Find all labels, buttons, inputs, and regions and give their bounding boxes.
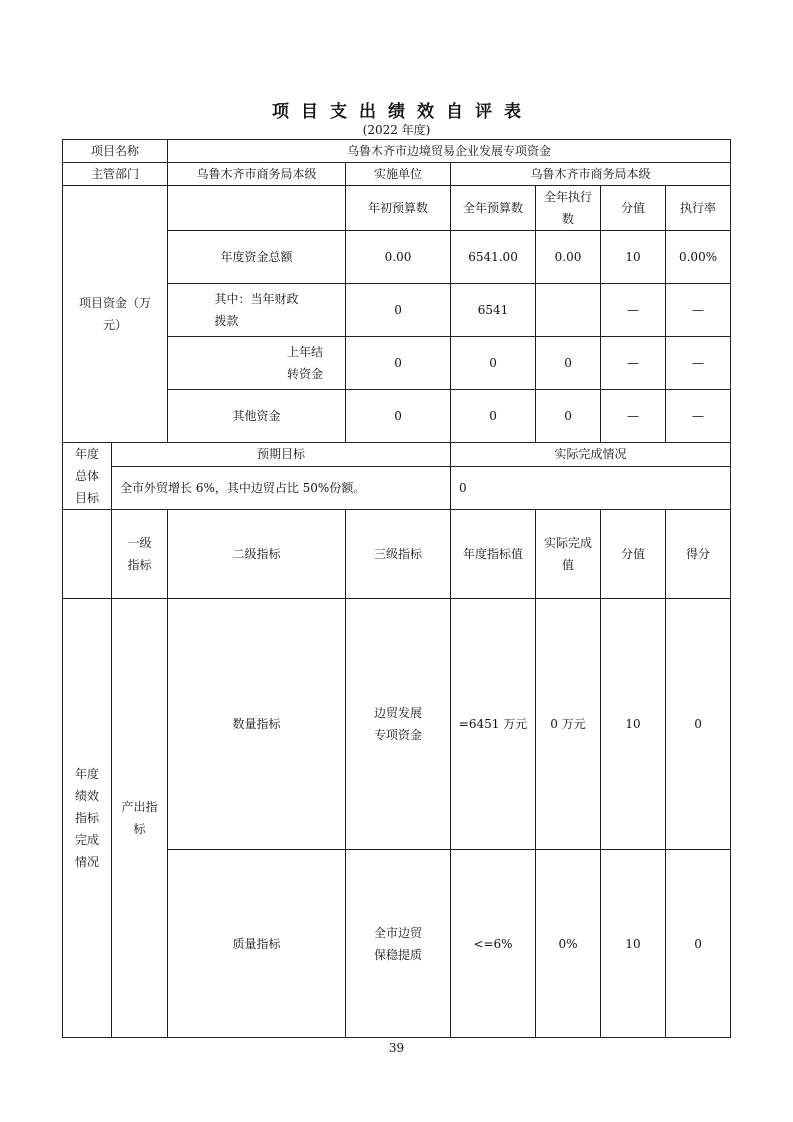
indicator-score-value: 10 xyxy=(601,599,666,850)
funds-cell: 0 xyxy=(536,390,601,443)
funds-cell: 0.00% xyxy=(666,231,731,284)
page-title xyxy=(0,97,793,122)
target-value: <=6% xyxy=(451,850,536,1038)
indicator-header: 年度指标值 xyxy=(451,510,536,599)
perf-label: 年度绩效指标完成情况 xyxy=(63,599,112,1038)
funds-cell: 0.00 xyxy=(346,231,451,284)
title-char: 项 xyxy=(272,102,289,122)
funds-cell xyxy=(536,284,601,337)
indicator-header: 得分 xyxy=(666,510,731,599)
year-note: (2022 年度) xyxy=(362,123,431,137)
funds-cell: 0 xyxy=(346,284,451,337)
funds-header: 分值 xyxy=(601,186,666,231)
funds-row-label: 上年结转资金 xyxy=(168,337,346,390)
project-name-value: 乌鲁木齐市边境贸易企业发展专项资金 xyxy=(168,140,731,163)
funds-cell: 0 xyxy=(346,390,451,443)
funds-cell: 0 xyxy=(536,337,601,390)
funds-row-label: 其他资金 xyxy=(168,390,346,443)
page-number: 39 xyxy=(388,1041,405,1055)
indicator-header: 一级指标 xyxy=(112,510,168,599)
funds-cell: 6541 xyxy=(451,284,536,337)
indicator-header: 分值 xyxy=(601,510,666,599)
level2-indicator: 数量指标 xyxy=(168,599,346,850)
funds-header: 全年预算数 xyxy=(451,186,536,231)
indicator-score-value: 10 xyxy=(601,850,666,1038)
funds-row-label: 其中：当年财政拨款 xyxy=(168,284,346,337)
title-char: 出 xyxy=(359,102,376,122)
title-char: 绩 xyxy=(388,102,405,122)
expected-goal-header: 预期目标 xyxy=(112,443,451,467)
impl-value: 乌鲁木齐市商务局本级 xyxy=(451,163,731,186)
title-char: 表 xyxy=(504,102,521,122)
target-value: =6451 万元 xyxy=(451,599,536,850)
title-char: 目 xyxy=(301,102,318,122)
level2-indicator: 质量指标 xyxy=(168,850,346,1038)
funds-header: 全年执行数 xyxy=(536,186,601,231)
project-name-label: 项目名称 xyxy=(63,140,168,163)
indicator-score: 0 xyxy=(666,599,731,850)
funds-cell: 0 xyxy=(346,337,451,390)
funds-cell: 0 xyxy=(451,337,536,390)
title-char: 评 xyxy=(475,102,492,122)
funds-cell: 6541.00 xyxy=(451,231,536,284)
actual-completion-header: 实际完成情况 xyxy=(451,443,731,467)
dept-label: 主管部门 xyxy=(63,163,168,186)
actual-value: 0% xyxy=(536,850,601,1038)
funds-header: 年初预算数 xyxy=(346,186,451,231)
funds-cell: — xyxy=(601,284,666,337)
performance-table xyxy=(62,139,731,1038)
level1-indicator: 产出指标 xyxy=(112,599,168,1038)
funds-row-label: 年度资金总额 xyxy=(168,231,346,284)
funds-cell: 0 xyxy=(451,390,536,443)
funds-cell: — xyxy=(666,284,731,337)
expected-goal-text: 全市外贸增长 6%，其中边贸占比 50%份额。 xyxy=(112,466,451,509)
impl-label: 实施单位 xyxy=(346,163,451,186)
title-char: 支 xyxy=(330,102,347,122)
funds-cell: — xyxy=(601,337,666,390)
funds-cell: — xyxy=(666,390,731,443)
funds-cell: 0.00 xyxy=(536,231,601,284)
funds-header: 执行率 xyxy=(666,186,731,231)
funds-cell: — xyxy=(666,337,731,390)
funds-cell: 10 xyxy=(601,231,666,284)
actual-completion-text: 0 xyxy=(451,466,731,509)
indicator-header: 二级指标 xyxy=(168,510,346,599)
indicator-score: 0 xyxy=(666,850,731,1038)
actual-value: 0 万元 xyxy=(536,599,601,850)
indicator-header: 实际完成值 xyxy=(536,510,601,599)
indicator-header: 三级指标 xyxy=(346,510,451,599)
title-char: 效 xyxy=(417,102,434,122)
overall-goal-label: 年度总体目标 xyxy=(63,443,112,510)
dept-value: 乌鲁木齐市商务局本级 xyxy=(168,163,346,186)
funds-cell: — xyxy=(601,390,666,443)
level3-indicator: 边贸发展专项资金 xyxy=(346,599,451,850)
funds-label: 项目资金（万元） xyxy=(63,186,168,443)
level3-indicator: 全市边贸保稳提质 xyxy=(346,850,451,1038)
title-char: 自 xyxy=(446,102,463,122)
